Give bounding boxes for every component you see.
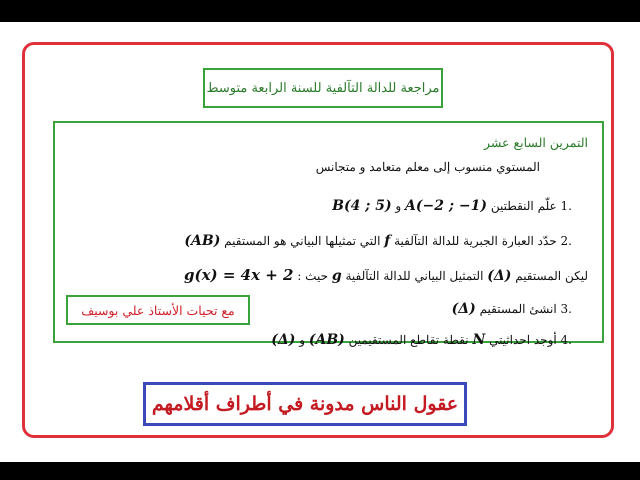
point-b: B(4 ; 5) bbox=[332, 198, 392, 214]
point-a: A(−2 ; −1) bbox=[405, 198, 488, 214]
q4-n: N bbox=[472, 332, 486, 348]
q4-text: أوجد احداثيتي bbox=[489, 333, 557, 347]
top-letterbox-bar bbox=[0, 0, 640, 22]
line3-where: حيث : bbox=[297, 269, 329, 283]
q2-rest: التي تمثيلها البياني هو المستقيم bbox=[224, 234, 381, 248]
q3-delta: (Δ) bbox=[451, 301, 476, 317]
q2-f: f bbox=[384, 233, 391, 249]
q2-text: حدّد العبارة الجبرية للدالة التآلفية bbox=[394, 234, 557, 248]
page-title: مراجعة للدالة التآلفية للسنة الرابعة متوسط bbox=[206, 80, 440, 96]
q2-number: .2 bbox=[560, 234, 572, 248]
q4-ab: (AB) bbox=[308, 332, 345, 348]
q2-ab: (AB) bbox=[184, 233, 221, 249]
bottom-letterbox-bar bbox=[0, 462, 640, 480]
q3-text: انشئ المستقيم bbox=[479, 302, 557, 316]
line-3 bbox=[184, 264, 588, 287]
line3-g: g bbox=[331, 268, 342, 284]
title-box bbox=[203, 68, 443, 108]
question-2 bbox=[184, 230, 572, 252]
exercise-intro: المستوي منسوب إلى معلم متعامد و متجانس bbox=[315, 160, 540, 174]
exercise-heading: التمرين السابع عشر bbox=[484, 135, 588, 150]
question-3 bbox=[452, 298, 572, 320]
q4-delta: (Δ) bbox=[271, 332, 296, 348]
motto-text: عقول الناس مدونة في أطراف أقلامهم bbox=[151, 393, 459, 415]
credit-text: مع تحيات الأستاذ علي بوسيف bbox=[81, 302, 235, 318]
equation-g: g(x) = 4x + 2 bbox=[184, 266, 294, 284]
motto-box bbox=[143, 382, 467, 426]
q4-and: و bbox=[299, 333, 306, 347]
line3-delta: (Δ) bbox=[487, 268, 512, 284]
question-1 bbox=[332, 195, 572, 217]
question-4 bbox=[271, 329, 572, 351]
q1-number: .1 bbox=[560, 199, 572, 213]
line3-text: ليكن المستقيم bbox=[515, 269, 588, 283]
q1-text: علّم النقطتين bbox=[490, 199, 557, 213]
q4-number: .4 bbox=[560, 333, 572, 347]
line3-mid: التمثيل البياني للدالة التآلفية bbox=[345, 269, 484, 283]
q4-rest: نقطة تقاطع المستقيمين bbox=[348, 333, 469, 347]
q1-and: و bbox=[395, 199, 402, 213]
q3-number: .3 bbox=[560, 302, 572, 316]
credit-box bbox=[66, 295, 250, 325]
